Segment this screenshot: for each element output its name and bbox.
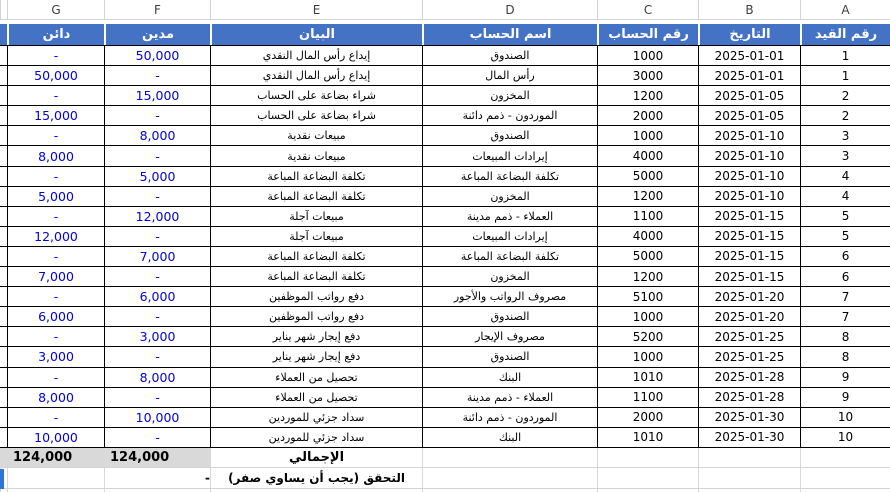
cell-entry-no[interactable]: 4 — [800, 167, 890, 186]
cell-date[interactable]: 2025-01-15 — [698, 227, 800, 246]
cell-credit[interactable]: 10,000 — [7, 428, 104, 447]
cell-cutoff[interactable] — [0, 66, 7, 85]
cell-date[interactable]: 2025-01-15 — [698, 207, 800, 226]
cell-account-no[interactable]: 3000 — [597, 66, 698, 85]
cell-cutoff[interactable] — [0, 146, 7, 165]
cell-credit[interactable]: - — [7, 46, 104, 65]
cell-credit[interactable]: 3,000 — [7, 347, 104, 366]
cell-entry-no[interactable]: 8 — [800, 327, 890, 346]
table-row — [0, 388, 890, 408]
cell-account-no[interactable]: 1200 — [597, 267, 698, 286]
cell-debit[interactable]: 15,000 — [104, 86, 210, 105]
cell-date[interactable]: 2025-01-20 — [698, 307, 800, 326]
cell-cutoff[interactable] — [0, 428, 7, 447]
totals-row — [0, 448, 890, 468]
cell-debit[interactable]: - — [104, 428, 210, 447]
cell-cutoff[interactable] — [0, 327, 7, 346]
cell-debit[interactable]: - — [104, 106, 210, 125]
cell-debit[interactable]: 8,000 — [104, 368, 210, 387]
cell-credit[interactable]: - — [7, 408, 104, 427]
cell-credit[interactable]: - — [7, 126, 104, 145]
cell-cutoff[interactable] — [0, 287, 7, 306]
cell-debit[interactable]: 5,000 — [104, 167, 210, 186]
cell-cutoff[interactable] — [0, 408, 7, 427]
data-rows — [0, 46, 890, 448]
cell-date[interactable]: 2025-01-10 — [698, 187, 800, 206]
cell-description[interactable]: تكلفة البضاعة المباعة — [210, 167, 422, 186]
cell-account-name[interactable]: تكلفة البضاعة المباعة — [422, 247, 597, 266]
cell-debit[interactable]: - — [104, 66, 210, 85]
cell-account-name[interactable]: المخزون — [422, 187, 597, 206]
cell-account-no[interactable]: 1100 — [597, 207, 698, 226]
cell-credit[interactable]: - — [7, 167, 104, 186]
cell-credit[interactable]: 50,000 — [7, 66, 104, 85]
cell-account-name[interactable]: الصندوق — [422, 46, 597, 65]
cell-account-name[interactable]: الصندوق — [422, 126, 597, 145]
cell-description[interactable]: شراء بضاعة على الحساب — [210, 106, 422, 125]
cell-debit[interactable]: 3,000 — [104, 327, 210, 346]
table-row — [0, 86, 890, 106]
cell-debit[interactable]: - — [104, 227, 210, 246]
cell-credit[interactable]: 15,000 — [7, 106, 104, 125]
cell-description[interactable]: مبيعات آجلة — [210, 227, 422, 246]
cell-cutoff[interactable] — [0, 347, 7, 366]
cell-entry-no[interactable]: 4 — [800, 187, 890, 206]
table-row — [0, 327, 890, 347]
column-letter-g[interactable]: G — [7, 0, 104, 19]
cell-debit[interactable]: - — [104, 267, 210, 286]
cell-description[interactable]: إيداع رأس المال النقدي — [210, 46, 422, 65]
cell-account-name[interactable]: البنك — [422, 368, 597, 387]
cell-account-no[interactable]: 1000 — [597, 307, 698, 326]
cell-account-name[interactable]: العملاء - ذمم مدينة — [422, 388, 597, 407]
cell-cutoff[interactable] — [0, 187, 7, 206]
cell-description[interactable]: مبيعات نقدية — [210, 126, 422, 145]
cell-entry-no[interactable]: 9 — [800, 388, 890, 407]
active-cell-selection-edge — [0, 469, 4, 489]
cell-account-no[interactable]: 1000 — [597, 347, 698, 366]
cell-entry-no[interactable]: 2 — [800, 86, 890, 105]
check-label[interactable]: التحقق (يجب أن يساوي صفر) — [210, 468, 422, 488]
table-header-row — [0, 24, 890, 46]
empty-cell — [800, 489, 890, 492]
cell-account-no[interactable]: 1010 — [597, 428, 698, 447]
cell-entry-no[interactable]: 6 — [800, 267, 890, 286]
totals-account-name-empty[interactable] — [422, 448, 597, 467]
table-row — [0, 307, 890, 327]
cell-description[interactable]: إيداع رأس المال النقدي — [210, 66, 422, 85]
table-row — [0, 106, 890, 126]
totals-debit[interactable]: 124,000 — [104, 448, 210, 467]
cell-date[interactable]: 2025-01-30 — [698, 408, 800, 427]
header-credit[interactable]: دائن — [7, 24, 104, 45]
empty-cell — [698, 489, 800, 492]
table-row — [0, 126, 890, 146]
cell-debit[interactable]: - — [104, 307, 210, 326]
cell-debit[interactable]: - — [104, 347, 210, 366]
cell-account-name[interactable]: إيرادات المبيعات — [422, 227, 597, 246]
table-row — [0, 207, 890, 227]
cell-cutoff[interactable] — [0, 388, 7, 407]
cell-description[interactable]: تحصيل من العملاء — [210, 388, 422, 407]
cell-entry-no[interactable]: 6 — [800, 247, 890, 266]
cell-date[interactable]: 2025-01-01 — [698, 46, 800, 65]
cell-date[interactable]: 2025-01-05 — [698, 86, 800, 105]
cell-account-name[interactable]: المخزون — [422, 86, 597, 105]
cell-entry-no[interactable]: 10 — [800, 408, 890, 427]
empty-cell — [104, 489, 210, 492]
cell-account-no[interactable]: 2000 — [597, 106, 698, 125]
header-date[interactable]: التاريخ — [698, 24, 800, 45]
cell-description[interactable]: دفع إيجار شهر يناير — [210, 327, 422, 346]
table-row — [0, 267, 890, 287]
table-row — [0, 66, 890, 86]
empty-cell — [422, 489, 597, 492]
cell-entry-no[interactable]: 1 — [800, 46, 890, 65]
cell-date[interactable]: 2025-01-25 — [698, 327, 800, 346]
cell-account-no[interactable]: 1010 — [597, 368, 698, 387]
cell-date[interactable]: 2025-01-28 — [698, 388, 800, 407]
column-letter-cutoff — [0, 0, 7, 19]
totals-cutoff — [0, 448, 7, 467]
cell-account-name[interactable]: رأس المال — [422, 66, 597, 85]
totals-label[interactable]: الإجمالي — [210, 448, 422, 467]
cell-description[interactable]: مبيعات آجلة — [210, 207, 422, 226]
column-letter-b[interactable]: B — [698, 0, 800, 19]
cell-account-name[interactable]: الصندوق — [422, 307, 597, 326]
empty-grid-row — [0, 489, 890, 492]
cell-description[interactable]: مبيعات نقدية — [210, 146, 422, 165]
cell-account-no[interactable]: 5000 — [597, 167, 698, 186]
header-debit[interactable]: مدين — [104, 24, 210, 45]
cell-debit[interactable]: 6,000 — [104, 287, 210, 306]
check-credit-empty[interactable] — [7, 468, 104, 488]
table-row — [0, 368, 890, 388]
cell-account-name[interactable]: مصروف الإيجار — [422, 327, 597, 346]
cell-cutoff[interactable] — [0, 307, 7, 326]
cell-credit[interactable]: 7,000 — [7, 267, 104, 286]
table-row — [0, 187, 890, 207]
cell-entry-no[interactable]: 10 — [800, 428, 890, 447]
header-account-no[interactable]: رقم الحساب — [597, 24, 698, 45]
table-row — [0, 287, 890, 307]
cell-cutoff[interactable] — [0, 126, 7, 145]
cell-account-no[interactable]: 5200 — [597, 327, 698, 346]
table-row — [0, 46, 890, 66]
cell-account-no[interactable]: 4000 — [597, 146, 698, 165]
table-row — [0, 247, 890, 267]
cell-credit[interactable]: 5,000 — [7, 187, 104, 206]
cell-description[interactable]: دفع إيجار شهر يناير — [210, 347, 422, 366]
cell-cutoff[interactable] — [0, 247, 7, 266]
cell-date[interactable]: 2025-01-30 — [698, 428, 800, 447]
cell-description[interactable]: تكلفة البضاعة المباعة — [210, 247, 422, 266]
check-date-empty[interactable] — [698, 468, 800, 488]
cell-description[interactable]: تكلفة البضاعة المباعة — [210, 267, 422, 286]
cell-entry-no[interactable]: 7 — [800, 287, 890, 306]
cell-account-no[interactable]: 5000 — [597, 247, 698, 266]
cell-account-name[interactable]: الصندوق — [422, 347, 597, 366]
cell-date[interactable]: 2025-01-15 — [698, 267, 800, 286]
cell-credit[interactable]: - — [7, 327, 104, 346]
column-letter-e[interactable]: E — [210, 0, 422, 19]
cell-cutoff[interactable] — [0, 227, 7, 246]
cell-credit[interactable]: - — [7, 207, 104, 226]
cell-account-no[interactable]: 1000 — [597, 126, 698, 145]
table-row — [0, 408, 890, 428]
cell-account-no[interactable]: 5100 — [597, 287, 698, 306]
totals-credit[interactable]: 124,000 — [7, 448, 104, 467]
cell-date[interactable]: 2025-01-10 — [698, 146, 800, 165]
cell-description[interactable]: تكلفة البضاعة المباعة — [210, 187, 422, 206]
cell-account-no[interactable]: 1200 — [597, 86, 698, 105]
header-cutoff-cell — [0, 24, 7, 45]
header-entry-no[interactable]: رقم القيد — [800, 24, 890, 45]
cell-cutoff[interactable] — [0, 46, 7, 65]
cell-entry-no[interactable]: 8 — [800, 347, 890, 366]
cell-debit[interactable]: 12,000 — [104, 207, 210, 226]
cell-account-name[interactable]: الموردون - ذمم دائنة — [422, 408, 597, 427]
header-description[interactable]: البيان — [210, 24, 422, 45]
cell-debit[interactable]: 8,000 — [104, 126, 210, 145]
check-account-no-empty[interactable] — [597, 468, 698, 488]
check-value[interactable]: - — [104, 468, 210, 488]
totals-account-no-empty[interactable] — [597, 448, 698, 467]
cell-debit[interactable]: - — [104, 187, 210, 206]
cell-date[interactable]: 2025-01-10 — [698, 126, 800, 145]
cell-date[interactable]: 2025-01-01 — [698, 66, 800, 85]
table-row — [0, 146, 890, 166]
table-row — [0, 428, 890, 448]
table-row — [0, 227, 890, 247]
cell-cutoff[interactable] — [0, 207, 7, 226]
cell-account-no[interactable]: 4000 — [597, 227, 698, 246]
cell-cutoff[interactable] — [0, 106, 7, 125]
table-row — [0, 347, 890, 367]
empty-cell — [0, 489, 7, 492]
cell-entry-no[interactable]: 9 — [800, 368, 890, 387]
cell-account-name[interactable]: مصروف الرواتب والأجور — [422, 287, 597, 306]
cell-date[interactable]: 2025-01-28 — [698, 368, 800, 387]
cell-date[interactable]: 2025-01-15 — [698, 247, 800, 266]
cell-account-name[interactable]: العملاء - ذمم مدينة — [422, 207, 597, 226]
cell-account-name[interactable]: تكلفة البضاعة المباعة — [422, 167, 597, 186]
cell-account-no[interactable]: 1000 — [597, 46, 698, 65]
cell-debit[interactable]: - — [104, 146, 210, 165]
cell-credit[interactable]: - — [7, 247, 104, 266]
cell-description[interactable]: سداد جزئي للموردين — [210, 408, 422, 427]
cell-entry-no[interactable]: 3 — [800, 146, 890, 165]
cell-entry-no[interactable]: 1 — [800, 66, 890, 85]
cell-date[interactable]: 2025-01-25 — [698, 347, 800, 366]
cell-entry-no[interactable]: 5 — [800, 207, 890, 226]
cell-entry-no[interactable]: 3 — [800, 126, 890, 145]
cell-cutoff[interactable] — [0, 167, 7, 186]
header-account-name[interactable]: اسم الحساب — [422, 24, 597, 45]
empty-cell — [210, 489, 422, 492]
cell-debit[interactable]: 7,000 — [104, 247, 210, 266]
cell-credit[interactable]: - — [7, 287, 104, 306]
cell-credit[interactable]: 8,000 — [7, 388, 104, 407]
cell-account-name[interactable]: المخزون — [422, 267, 597, 286]
cell-account-no[interactable]: 1200 — [597, 187, 698, 206]
column-letter-a[interactable]: A — [800, 0, 890, 19]
cell-account-no[interactable]: 1100 — [597, 388, 698, 407]
cell-account-no[interactable]: 2000 — [597, 408, 698, 427]
totals-date-empty[interactable] — [698, 448, 800, 467]
column-letters-row — [0, 0, 890, 20]
cell-entry-no[interactable]: 7 — [800, 307, 890, 326]
cell-credit[interactable]: - — [7, 368, 104, 387]
cell-entry-no[interactable]: 2 — [800, 106, 890, 125]
column-letter-c[interactable]: C — [597, 0, 698, 19]
cell-credit[interactable]: 8,000 — [7, 146, 104, 165]
cell-entry-no[interactable]: 5 — [800, 227, 890, 246]
cell-date[interactable]: 2025-01-05 — [698, 106, 800, 125]
cell-credit[interactable]: - — [7, 86, 104, 105]
cell-description[interactable]: سداد جزئي للموردين — [210, 428, 422, 447]
cell-description[interactable]: دفع رواتب الموظفين — [210, 307, 422, 326]
column-letter-f[interactable]: F — [104, 0, 210, 19]
cell-description[interactable]: تحصيل من العملاء — [210, 368, 422, 387]
check-account-name-empty[interactable] — [422, 468, 597, 488]
cell-account-name[interactable]: إيرادات المبيعات — [422, 146, 597, 165]
cell-date[interactable]: 2025-01-10 — [698, 167, 800, 186]
empty-cell — [7, 489, 104, 492]
cell-credit[interactable]: 12,000 — [7, 227, 104, 246]
cell-account-name[interactable]: البنك — [422, 428, 597, 447]
cell-debit[interactable]: 10,000 — [104, 408, 210, 427]
empty-cell — [597, 489, 698, 492]
check-entry-empty[interactable] — [800, 468, 890, 488]
cell-cutoff[interactable] — [0, 86, 7, 105]
check-row — [0, 468, 890, 489]
cell-description[interactable]: دفع رواتب الموظفين — [210, 287, 422, 306]
cell-credit[interactable]: 6,000 — [7, 307, 104, 326]
cell-cutoff[interactable] — [0, 267, 7, 286]
totals-entry-empty[interactable] — [800, 448, 890, 467]
cell-date[interactable]: 2025-01-20 — [698, 287, 800, 306]
column-letter-d[interactable]: D — [422, 0, 597, 19]
cell-debit[interactable]: - — [104, 388, 210, 407]
table-row — [0, 167, 890, 187]
cell-debit[interactable]: 50,000 — [104, 46, 210, 65]
cell-account-name[interactable]: الموردون - ذمم دائنة — [422, 106, 597, 125]
cell-description[interactable]: شراء بضاعة على الحساب — [210, 86, 422, 105]
cell-cutoff[interactable] — [0, 368, 7, 387]
